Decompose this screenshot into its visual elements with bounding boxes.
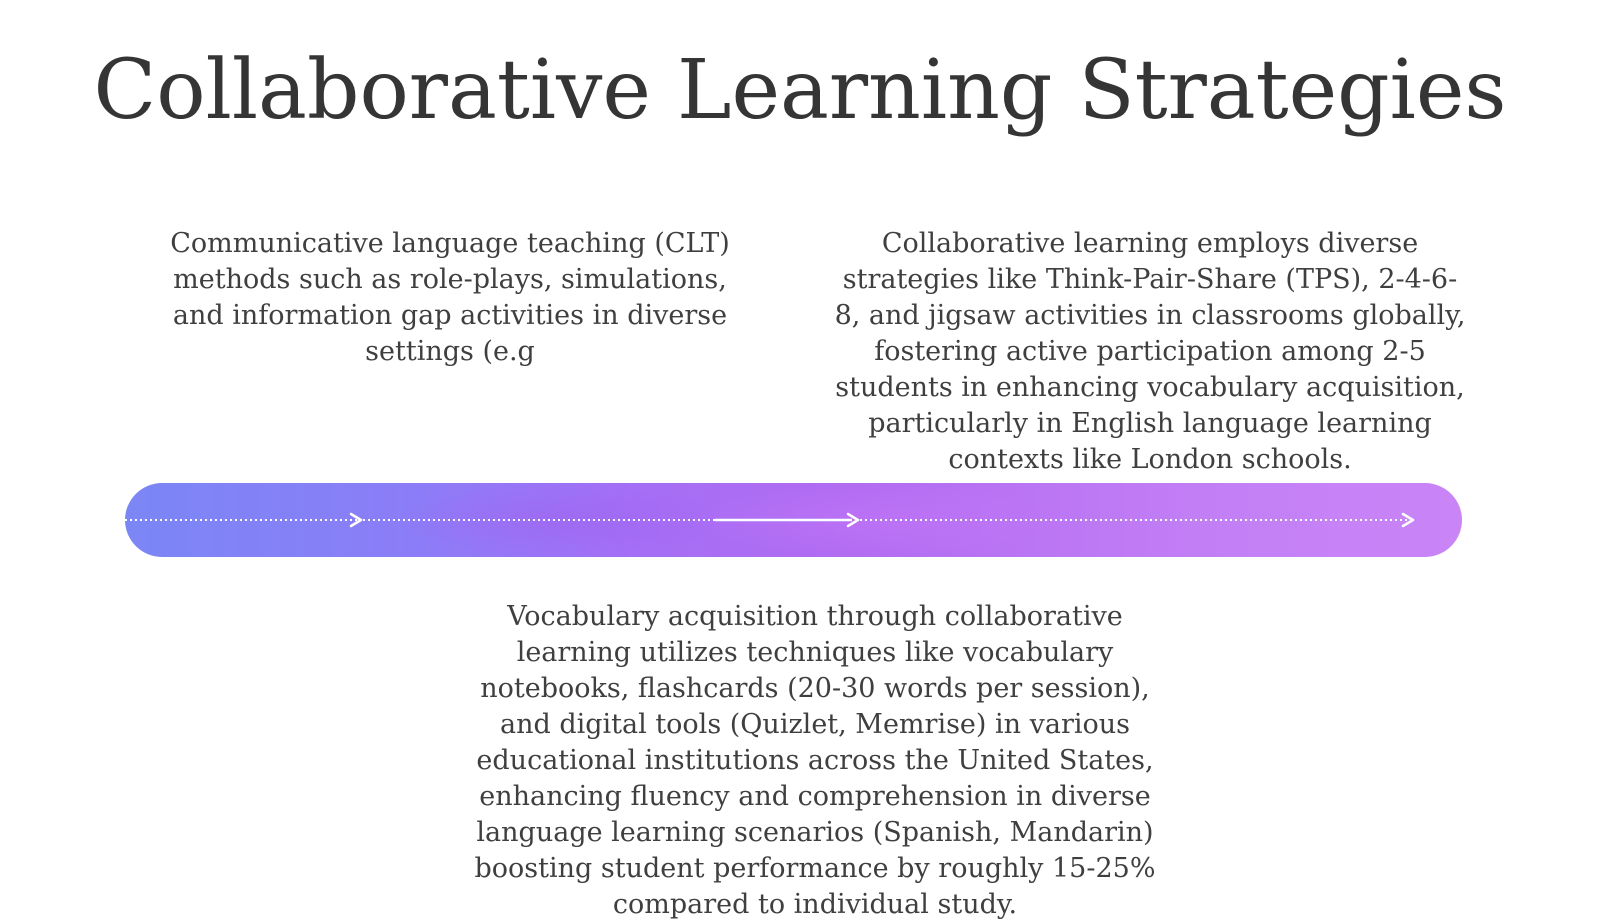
timeline-arrows: [125, 483, 1462, 557]
timeline-bar: [125, 483, 1462, 557]
strategy-text-vocabulary: Vocabulary acquisition through collaborative learning utilizes techniques like vocabulary notebooks, flashcards (20-30 words per session), and digital tools (Quizlet, Memrise) in various educational institutions across the United States, enhancing fluency and comprehension in diverse language learning scenarios (Spanish, Mandarin) boosting student performance by roughly 15-25% compared to individual study.: [474, 601, 1156, 920]
slide-title: Collaborative Learning Strategies: [93, 43, 1507, 138]
strategy-text-clt: Communicative language teaching (CLT) methods such as role-plays, simulations, and information gap activities in diverse settings (e.g: [170, 228, 730, 367]
strategy-text-collaborative: Collaborative learning employs diverse strategies like Think-Pair-Share (TPS), 2-4-6-8, and jigsaw activities in classrooms globally, fostering active participation among 2-5 students in enhancing vocabulary acquisition, particularly in English language learning contexts like London schools.: [834, 228, 1466, 475]
